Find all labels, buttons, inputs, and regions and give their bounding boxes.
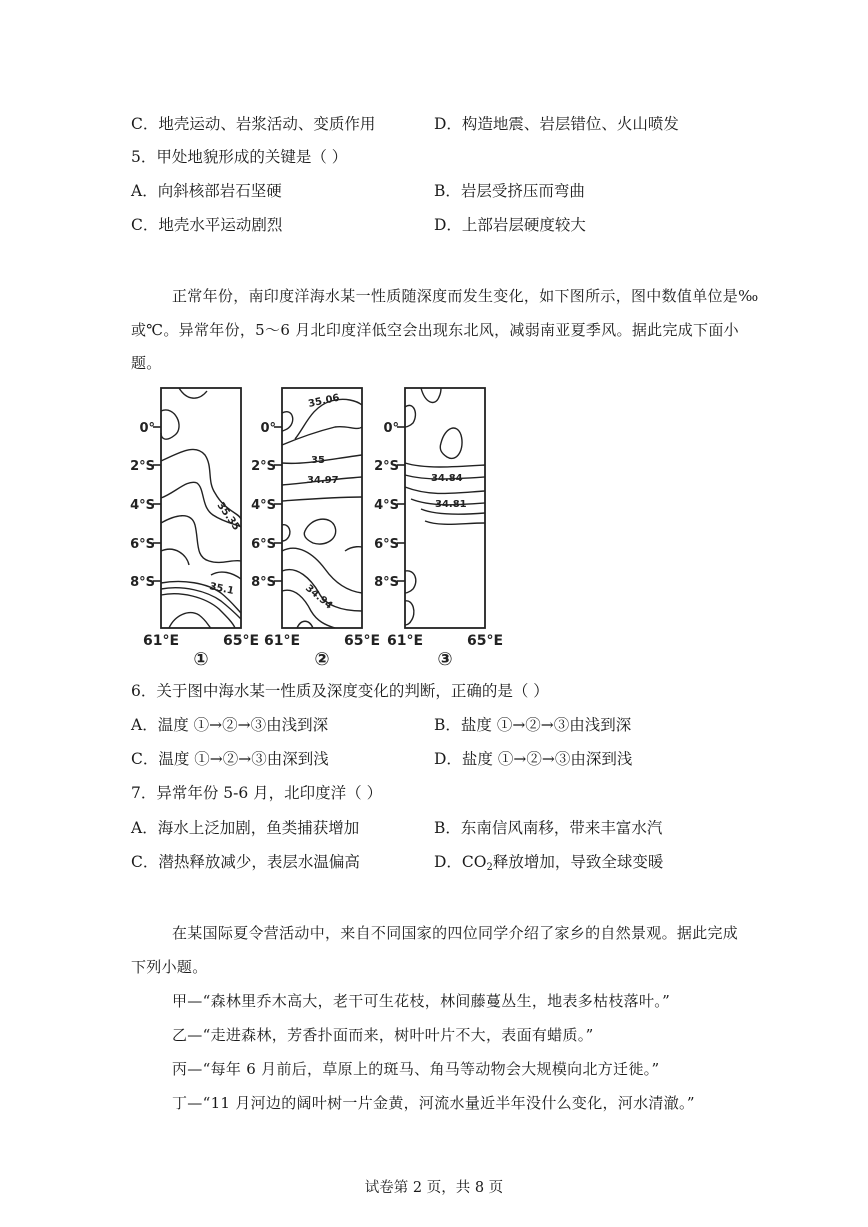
isoline-figure	[130, 383, 515, 670]
p1-ytick-3: 6°S	[130, 537, 155, 552]
q5-option-a: A．向斜核部岩石坚硬	[131, 182, 282, 200]
q6-stem: 6．关于图中海水某一性质及深度变化的判断，正确的是（ ）	[131, 682, 549, 700]
p3-isoline-label-1: 34.81	[435, 499, 467, 510]
q7-option-c: C．潜热释放减少，表层水温偏高	[131, 853, 360, 871]
passage2-line1: 在某国际夏令营活动中，来自不同国家的四位同学介绍了家乡的自然景观。据此完成	[172, 924, 739, 942]
p3-ytick-0: 0°	[383, 421, 399, 436]
p2-ytick-4: 8°S	[251, 575, 276, 590]
q7-option-a: A．海水上泛加剧，鱼类捕获增加	[131, 819, 360, 837]
q7-stem: 7．异常年份 5-6 月，北印度洋（ ）	[131, 784, 383, 802]
q7-option-d	[434, 851, 663, 879]
p1-ytick-4: 8°S	[130, 575, 155, 590]
q7-option-d-subscript: 2	[486, 862, 493, 873]
passage2-bing: 丙—“每年 6 月前后，草原上的斑马、角马等动物会大规模向北方迁徙。”	[172, 1060, 660, 1078]
passage2-ding: 丁—“11 月河边的阔叶树一片金黄，河流水量近半年没什么变化，河水清澈。”	[172, 1094, 695, 1112]
p2-isoline-label-2: 34.97	[307, 475, 339, 486]
q5-stem: 5．甲处地貌形成的关键是（ ）	[131, 148, 348, 166]
q5-option-d: D．上部岩层硬度较大	[434, 216, 586, 234]
passage2-line2: 下列小题。	[131, 958, 208, 976]
q6-option-c: C．温度 ①→②→③由深到浅	[131, 750, 329, 768]
p2-xlabel-left: 61°E	[263, 633, 301, 649]
p3-ytick-2: 4°S	[374, 498, 399, 513]
p2-isoline-label-1: 35	[311, 455, 325, 466]
p1-isoline-label-0: 35.35	[214, 500, 242, 533]
p3-ytick-4: 8°S	[374, 575, 399, 590]
p2-isoline-label-0: 35.06	[307, 392, 341, 410]
q6-option-d: D．盐度 ①→②→③由深到浅	[434, 750, 633, 768]
panel-3-label: ③	[437, 649, 453, 670]
passage2-jia: 甲—“森林里乔木高大，老干可生花枝，林间藤蔓丛生，地表多枯枝落叶。”	[172, 992, 671, 1010]
passage1-line3: 题。	[131, 354, 162, 372]
panel-1-label: ①	[193, 649, 209, 670]
q6-option-b: B．盐度 ①→②→③由浅到深	[434, 716, 632, 734]
q7-option-d-prefix: D．CO	[434, 853, 487, 871]
passage1-line2: 或℃。异常年份，5～6 月北印度洋低空会出现东北风，减弱南亚夏季风。据此完成下面小	[131, 321, 739, 339]
p1-isoline-label-1: 35.1	[208, 581, 235, 598]
q5-option-c: C．地壳水平运动剧烈	[131, 216, 283, 234]
p1-xlabel-left: 61°E	[142, 633, 180, 649]
q5-option-b: B．岩层受挤压而弯曲	[434, 182, 585, 200]
q7-option-d-suffix: 释放增加，导致全球变暖	[492, 853, 664, 871]
p2-xlabel-right: 65°E	[343, 633, 381, 649]
p2-ytick-3: 6°S	[251, 537, 276, 552]
p3-isoline-label-0: 34.84	[431, 473, 463, 484]
p2-ytick-1: 2°S	[251, 459, 276, 474]
p3-ytick-1: 2°S	[374, 459, 399, 474]
p2-isoline-label-3: 34.94	[303, 582, 335, 612]
page-footer: 试卷第 2 页，共 8 页	[364, 1180, 504, 1196]
p1-ytick-2: 4°S	[130, 498, 155, 513]
p3-xlabel-left: 61°E	[386, 633, 424, 649]
p1-ytick-1: 2°S	[130, 459, 155, 474]
p3-ytick-3: 6°S	[374, 537, 399, 552]
q6-option-a: A．温度 ①→②→③由浅到深	[131, 716, 329, 734]
passage2-yi: 乙—“走进森林，芳香扑面而来，树叶叶片不大，表面有蜡质。”	[172, 1026, 594, 1044]
q4-option-c: C．地壳运动、岩浆活动、变质作用	[131, 115, 376, 133]
q4-option-d: D．构造地震、岩层错位、火山喷发	[434, 115, 679, 133]
p3-xlabel-right: 65°E	[466, 633, 504, 649]
p1-ytick-0: 0°	[139, 421, 155, 436]
passage1-line1: 正常年份，南印度洋海水某一性质随深度而发生变化，如下图所示，图中数值单位是‰	[172, 287, 759, 305]
p1-xlabel-right: 65°E	[222, 633, 260, 649]
panel-2-label: ②	[314, 649, 330, 670]
q7-option-b: B．东南信风南移，带来丰富水汽	[434, 819, 663, 837]
p2-ytick-0: 0°	[260, 421, 276, 436]
p2-ytick-2: 4°S	[251, 498, 276, 513]
